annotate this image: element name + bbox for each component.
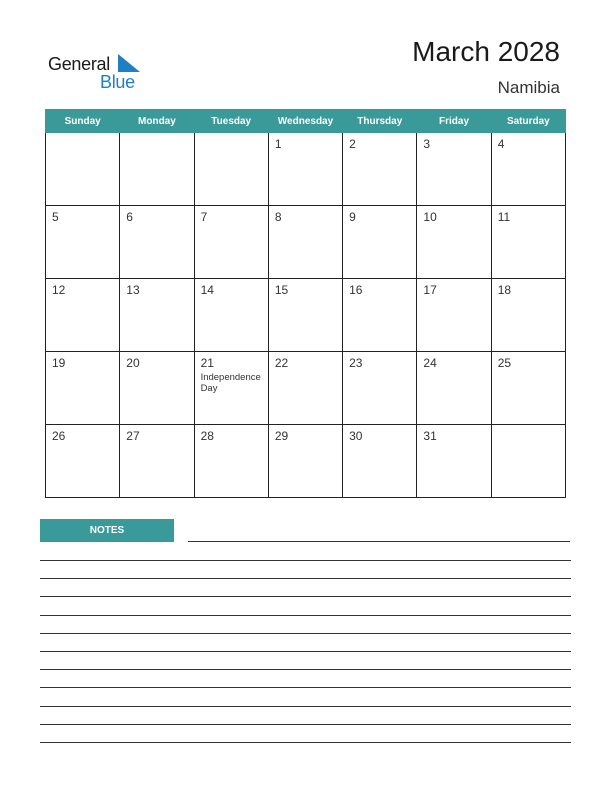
day-number: 1	[274, 137, 282, 151]
note-line	[40, 687, 571, 688]
calendar-day-cell	[120, 133, 194, 206]
weekday-header: Saturday	[491, 110, 565, 133]
day-number: 31	[423, 429, 437, 443]
calendar-day-cell	[268, 279, 342, 352]
day-number: 7	[200, 210, 208, 224]
calendar-day-cell	[268, 352, 342, 425]
day-number: 12	[52, 283, 66, 297]
calendar-day-cell	[194, 352, 268, 425]
logo-triangle-icon	[118, 54, 142, 72]
calendar-day-cell	[417, 279, 491, 352]
day-number: 28	[200, 429, 214, 443]
calendar-week-row	[46, 206, 566, 279]
calendar-day-cell	[417, 352, 491, 425]
calendar-day-cell	[120, 352, 194, 425]
calendar-day-cell	[417, 206, 491, 279]
note-line	[40, 742, 571, 743]
note-line	[40, 651, 571, 652]
calendar-day-cell	[343, 425, 417, 498]
calendar-day-cell	[268, 206, 342, 279]
calendar-day-cell	[491, 352, 565, 425]
note-line	[40, 706, 571, 707]
calendar-day-cell	[194, 206, 268, 279]
logo	[48, 52, 148, 92]
day-number: 30	[349, 429, 363, 443]
calendar-day-cell	[417, 425, 491, 498]
holiday-event: Independence Day	[200, 372, 261, 394]
day-number: 3	[423, 137, 431, 151]
day-number: 27	[126, 429, 140, 443]
day-number: 20	[126, 356, 140, 370]
day-number: 18	[497, 283, 512, 297]
weekday-header: Tuesday	[194, 110, 268, 133]
weekday-header: Monday	[120, 110, 194, 133]
calendar-day-cell	[46, 425, 120, 498]
day-number: 9	[349, 210, 356, 224]
day-number: 14	[200, 283, 214, 297]
note-line	[40, 578, 571, 579]
calendar-week-row	[46, 279, 566, 352]
day-number: 23	[349, 356, 363, 370]
day-number: 26	[52, 429, 66, 443]
day-number: 29	[274, 429, 289, 443]
calendar-week-row	[46, 133, 566, 206]
calendar-day-cell	[343, 352, 417, 425]
day-number: 16	[349, 283, 363, 297]
note-line	[188, 541, 570, 542]
calendar-day-cell	[194, 279, 268, 352]
calendar-day-cell	[491, 206, 565, 279]
calendar-week-row	[46, 352, 566, 425]
calendar-day-cell	[120, 279, 194, 352]
day-number: 2	[349, 137, 356, 151]
calendar-day-cell	[343, 279, 417, 352]
note-line	[40, 615, 571, 616]
page-title: March 2028	[412, 36, 560, 67]
day-number: 5	[52, 210, 59, 224]
day-number: 6	[126, 210, 133, 224]
calendar-day-cell	[194, 133, 268, 206]
day-number: 13	[126, 283, 140, 297]
logo-blue-text: Blue	[100, 72, 135, 92]
calendar-day-cell	[491, 279, 565, 352]
day-number: 10	[423, 210, 437, 224]
logo-general-text: General	[48, 54, 110, 74]
calendar-day-cell	[46, 352, 120, 425]
calendar-day-cell	[491, 425, 565, 498]
calendar-day-cell	[120, 206, 194, 279]
note-line	[40, 669, 571, 670]
note-line	[40, 596, 571, 597]
calendar-week-row	[46, 425, 566, 498]
calendar-day-cell	[46, 206, 120, 279]
weekday-header: Thursday	[343, 110, 417, 133]
day-number: 24	[423, 356, 437, 370]
day-number: 21	[200, 356, 214, 370]
calendar-day-cell	[194, 425, 268, 498]
day-number: 19	[52, 356, 66, 370]
note-line	[40, 724, 571, 725]
weekday-header-row	[46, 110, 566, 133]
calendar-grid	[45, 109, 566, 498]
calendar-day-cell	[46, 133, 120, 206]
weekday-header: Wednesday	[268, 110, 342, 133]
calendar-day-cell	[268, 133, 342, 206]
notes-label: NOTES	[40, 519, 174, 542]
day-number: 22	[274, 356, 289, 370]
day-number: 8	[274, 210, 282, 224]
note-line	[40, 560, 571, 561]
calendar-day-cell	[491, 133, 565, 206]
note-line	[40, 633, 571, 634]
calendar-day-cell	[343, 133, 417, 206]
day-number: 25	[497, 356, 512, 370]
weekday-header: Sunday	[46, 110, 120, 133]
calendar-day-cell	[417, 133, 491, 206]
weekday-header: Friday	[417, 110, 491, 133]
day-number: 11	[497, 210, 511, 224]
calendar-day-cell	[120, 425, 194, 498]
country-label: Namibia	[497, 78, 560, 97]
calendar-day-cell	[268, 425, 342, 498]
day-number: 4	[497, 137, 505, 151]
calendar-day-cell	[343, 206, 417, 279]
day-number: 17	[423, 283, 437, 297]
day-number: 15	[274, 283, 289, 297]
calendar-day-cell	[46, 279, 120, 352]
